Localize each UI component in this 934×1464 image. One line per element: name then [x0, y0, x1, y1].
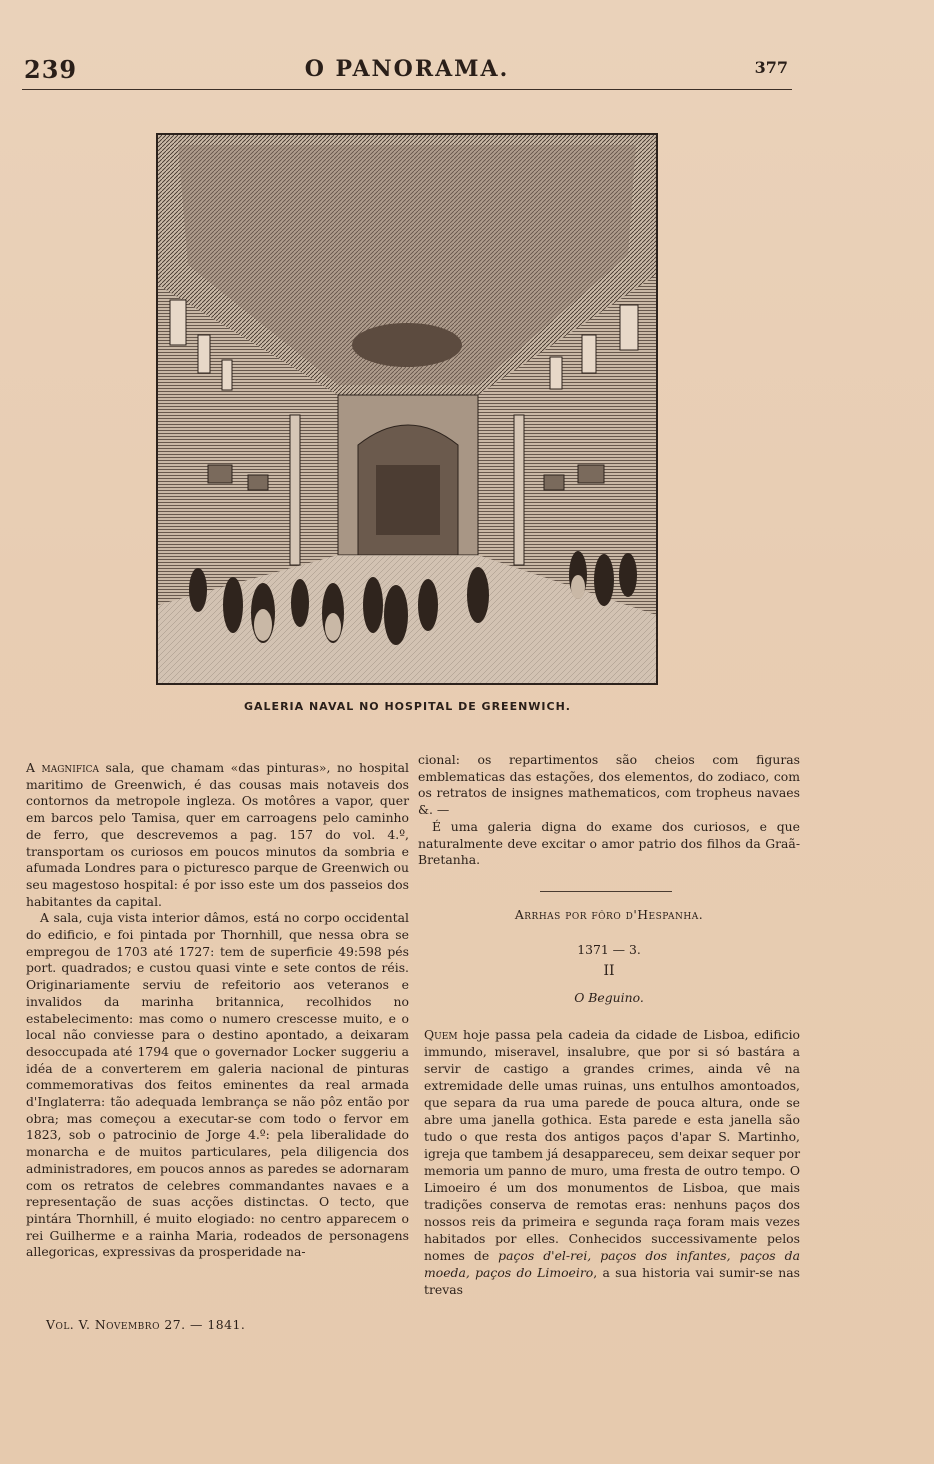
paragraph-text-end: , a sua historia vai sumir-se nas trevas: [424, 1265, 800, 1297]
section-divider: [540, 891, 672, 892]
paragraph-text: hoje passa pela cadeia da cidade de Lisboa, edificio immundo, miseravel, insalubre, que por si só bastára a servir de castigo a grandes crimes, ainda vê na extremidade delle umas ruinas, uns entulhos amontoados, que separa da rua uma parede de pouca altura, onde se abre uma janella gothica. Esta parede e esta janella são tudo o que resta dos antigos paços d'apar S. Martinho, igreja que tambem já desappareceu, sem deixar sequer por memoria um panno de muro, uma fresta de outro tempo. O Limoeiro é um dos monumentos de Lisboa, que mais tradições conserva de remotas eras: nenhuns paços dos nossos reis da primeira e segunda raça foram mais vezes habitados por elles. Conhecidos successivamente pelos nomes de: [424, 1027, 800, 1263]
header-rule: [22, 89, 792, 90]
italic-names: paços d'el-rei, paços dos infantes, paços da moeda, paços do Limoeiro: [424, 1248, 800, 1280]
paragraph: [424, 1026, 800, 1298]
journal-title: O PANORAMA.: [304, 56, 510, 82]
page-number-left: 239: [24, 55, 78, 84]
section-years: 1371 — 3.: [577, 942, 641, 957]
paragraph-text: sala, que chamam «das pinturas», no hospital maritimo de Greenwich, é das cousas mais notaveis dos contornos da metropole ingleza. Os motôres a vapor, quer em barcos pelo Tamisa, quer em carroagens pelo caminho de ferro, que descrevemos a pag. 157 do vol. 4.º, transportam os curiosos em poucos minutos da sombria e afumada Londres para o picturesco parque de Greenwich ou seu magestoso hospital: é por isso este um dos passeios dos habitantes da capital.: [26, 760, 409, 909]
page-number-right: 377: [754, 58, 788, 77]
section-subtitle: O Beguino.: [574, 990, 644, 1005]
section-title: Arrhas por fôro d'Hespanha.: [514, 907, 704, 922]
illustration-caption: GALERIA NAVAL NO HOSPITAL DE GREENWICH.: [244, 700, 571, 713]
page-header: [22, 50, 792, 90]
section-number: II: [603, 963, 615, 979]
article-body: [424, 1026, 800, 1298]
paragraph: A sala, cuja vista interior dâmos, está no corpo occidental do edificio, e foi pintada por Thornhill, que nessa obra se empregou de 1703 até 1727: tem de superficie 49:598 pés port. quadrados; e custou quasi vinte e sete contos de réis. Originariamente serviu de refeitorio aos veteranos e invalidos da marinha britannica, recolhidos no estabelecimento: mas como o numero crescesse muito, e o local não conviesse para o destino apontado, a deixaram desoccupada até 1794 que o governador Locker suggeriu a idéa de a converterem em galeria nacional de pinturas commemorativas dos feitos eminentes da real armada d'Inglaterra: tão adequada lembrança se não pôz então por obra; mas começou a executar-se com todo o fervor em 1823, sob o patrocinio de Jorge 4.º: pela liberalidade do monarcha e de muitos particulares, pela diligencia dos administradores, em poucos annos as paredes se adornaram com os retratos de celebres commandantes navaes e a representação de suas acções distinctas. O tecto, que pintára Thornhill, é muito elogiado: no centro apparecem o rei Guilherme e a rainha Maria, rodeados de personagens allegoricas, expressivas da prosperidade na-: [26, 910, 409, 1260]
paragraph: É uma galeria digna do exame dos curiosos, e que naturalmente deve excitar o amor patrio dos filhos da Graã-Bretanha.: [418, 818, 800, 868]
paragraph: [26, 760, 409, 910]
paragraph-lead: A magnifica: [26, 760, 100, 775]
paragraph: cional: os repartimentos são cheios com figuras emblematicas das estações, dos elementos, do zodiaco, com os retratos de insignes mathematicos, com tropheus navaes &. —: [418, 752, 800, 818]
volume-date-line: Vol. V. Novembro 27. — 1841.: [46, 1317, 246, 1332]
right-column: [418, 752, 800, 869]
paragraph-lead: Quem: [424, 1027, 458, 1042]
gallery-hall-engraving: [158, 135, 656, 683]
engraving-illustration: [156, 133, 658, 685]
left-column: [26, 760, 409, 1261]
